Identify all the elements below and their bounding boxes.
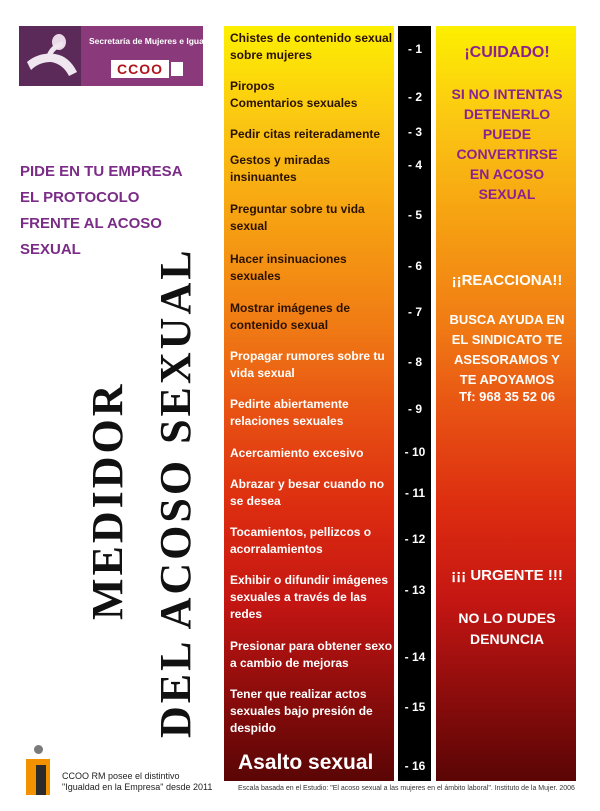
scale-item-10: Acercamiento excesivo — [230, 446, 364, 460]
protocol-line-1: PIDE EN TU EMPRESA — [20, 163, 183, 180]
scale-item-12: Tocamientos, pellizcos o acorralamientos — [230, 525, 372, 556]
denuncia-message: NO LO DUDES DENUNCIA — [458, 610, 556, 647]
ccoo-logo — [19, 26, 222, 86]
cuidado-body: SI NO INTENTAS DETENERLO PUEDE CONVERTIRSE EN ACOSO SEXUAL — [451, 86, 563, 202]
scale-level-16: - 16 — [404, 759, 426, 773]
protocol-line-4: SEXUAL — [20, 241, 81, 258]
cuidado-heading: ¡CUIDADO! — [464, 44, 550, 61]
scale-level-8: - 8 — [407, 355, 422, 369]
scale-level-14: - 14 — [404, 650, 426, 664]
phone-number: Tf: 968 35 52 06 — [458, 389, 556, 404]
scale-level-2: - 2 — [407, 90, 422, 104]
igualdad-logo-icon — [22, 745, 56, 795]
reacciona-heading: ¡¡REACCIONA!! — [451, 272, 563, 289]
scale-item-13: Exhibir o difundir imágenes sexuales a través de las redes — [230, 573, 389, 621]
scale-level-11: - 11 — [404, 486, 425, 500]
vertical-title-line-2: DEL ACOSO SEXUAL — [151, 247, 200, 738]
protocol-line-2: EL PROTOCOLO — [20, 189, 140, 206]
scale-item-5: Preguntar sobre tu vida sexual — [230, 202, 365, 233]
scale-item-11: Abrazar y besar cuando no se desea — [230, 477, 385, 508]
scale-level-10: - 10 — [404, 445, 426, 459]
logo-ccoo: CCOO — [111, 60, 169, 78]
distinction-line-2: "Igualdad en la Empresa" desde 2011 — [62, 782, 213, 792]
scale-item-1: Chistes de contenido sexual sobre mujeres — [230, 31, 393, 62]
scale-item-16: Asalto sexual — [238, 751, 374, 774]
scale-level-5: - 5 — [407, 208, 422, 222]
scale-level-4: - 4 — [407, 158, 422, 172]
distinction-line-1: CCOO RM posee el distintivo — [62, 771, 180, 781]
scale-level-13: - 13 — [404, 583, 426, 597]
protocol-line-3: FRENTE AL ACOSO — [20, 215, 162, 232]
scale-level-3: - 3 — [407, 125, 422, 139]
scale-level-7: - 7 — [407, 305, 422, 319]
scale-item-4: Gestos y miradas insinuantes — [230, 153, 331, 184]
scale-item-2: Piropos Comentarios sexuales — [230, 79, 358, 110]
scale-level-1: - 1 — [407, 42, 422, 56]
logo-title: Secretaría de Mujeres e Igualdad — [89, 36, 222, 46]
source-footnote: Escala basada en el Estudio: "El acoso sexual a las mujeres en el ámbito laboral". Instituto de la Mujer. 2006 — [238, 785, 575, 792]
scale-item-6: Hacer insinuaciones sexuales — [230, 252, 347, 283]
scale-item-9: Pedirte abiertamente relaciones sexuales — [230, 397, 349, 428]
scale-item-7: Mostrar imágenes de contenido sexual — [230, 301, 351, 332]
logo-photo — [19, 26, 81, 86]
scale-level-6: - 6 — [407, 259, 422, 273]
woman-figure-icon — [19, 26, 81, 86]
scale-item-14: Presionar para obtener sexo a cambio de mejoras — [230, 639, 393, 670]
scale-item-8: Propagar rumores sobre tu vida sexual — [230, 349, 385, 380]
scale-level-9: - 9 — [407, 402, 422, 416]
reacciona-body: BUSCA AYUDA EN EL SINDICATO TE ASESORAMOS Y TE APOYAMOS — [449, 312, 565, 387]
urgente-heading: ¡¡¡ URGENTE !!! — [451, 567, 563, 584]
scale-item-15: Tener que realizar actos sexuales bajo presión de despido — [230, 687, 373, 735]
scale-level-15: - 15 — [404, 700, 426, 714]
vertical-title-line-1: MEDIDOR — [83, 381, 132, 620]
scale-level-12: - 12 — [404, 532, 426, 546]
logo-mark-icon — [171, 62, 183, 76]
scale-item-3: Pedir citas reiteradamente — [230, 127, 381, 141]
igualdad-distinction-text — [62, 771, 212, 793]
